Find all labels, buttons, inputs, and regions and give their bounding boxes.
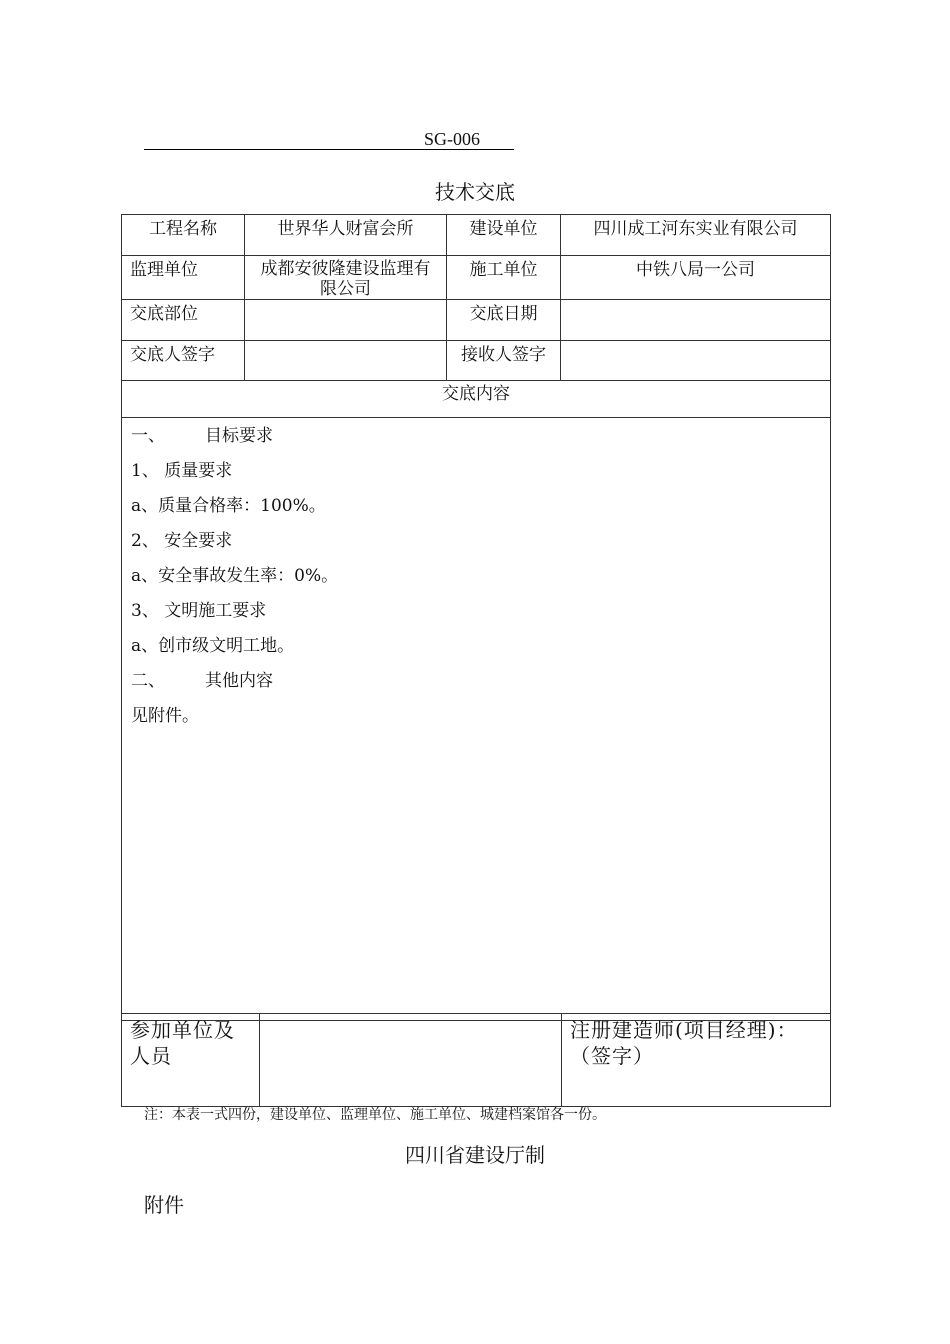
document-title: 技术交底 [435,180,515,204]
attachment-heading: 附件 [144,1193,184,1217]
constructor-label: 施工单位 [447,256,561,300]
see-attachment: 见附件。 [131,706,199,726]
form-code: SG-006 [144,129,514,150]
builder-label: 建设单位 [447,215,561,256]
supervisor-value: 成都安彼隆建设监理有限公司 [245,256,447,300]
participants-label: 参加单位及人员 [122,1014,260,1107]
location-value[interactable] [245,300,447,341]
constructor-value: 中铁八局一公司 [561,256,831,300]
presenter-label: 交底人签字 [122,341,245,381]
receiver-value[interactable] [561,341,831,381]
project-name-value: 世界华人财富会所 [245,215,447,256]
item-1a: a、质量合格率：100%。 [131,496,326,516]
content-header: 交底内容 [122,381,831,418]
engineer-signature-label: 注册建造师(项目经理)：（签字） [562,1014,831,1107]
participants-value[interactable] [260,1014,562,1107]
section-1: 一、 目标要求 [131,426,273,446]
builder-value: 四川成工河东实业有限公司 [561,215,831,256]
item-1: 1、 质量要求 [131,461,233,481]
location-label: 交底部位 [122,300,245,341]
presenter-value[interactable] [245,341,447,381]
info-table [121,214,831,1021]
section-2: 二、 其他内容 [131,671,273,691]
receiver-label: 接收人签字 [447,341,561,381]
signature-table [121,1013,831,1107]
issuer: 四川省建设厅制 [405,1143,545,1167]
item-3: 3、 文明施工要求 [131,601,267,621]
supervisor-label: 监理单位 [122,256,245,300]
item-2a: a、安全事故发生率：0%。 [131,566,339,586]
item-3a: a、创市级文明工地。 [131,636,295,656]
item-2: 2、 安全要求 [131,531,233,551]
date-label: 交底日期 [447,300,561,341]
date-value[interactable] [561,300,831,341]
footnote: 注：本表一式四份，建设单位、监理单位、施工单位、城建档案馆各一份。 [144,1107,606,1123]
content-body [122,418,831,1021]
project-name-label: 工程名称 [122,215,245,256]
